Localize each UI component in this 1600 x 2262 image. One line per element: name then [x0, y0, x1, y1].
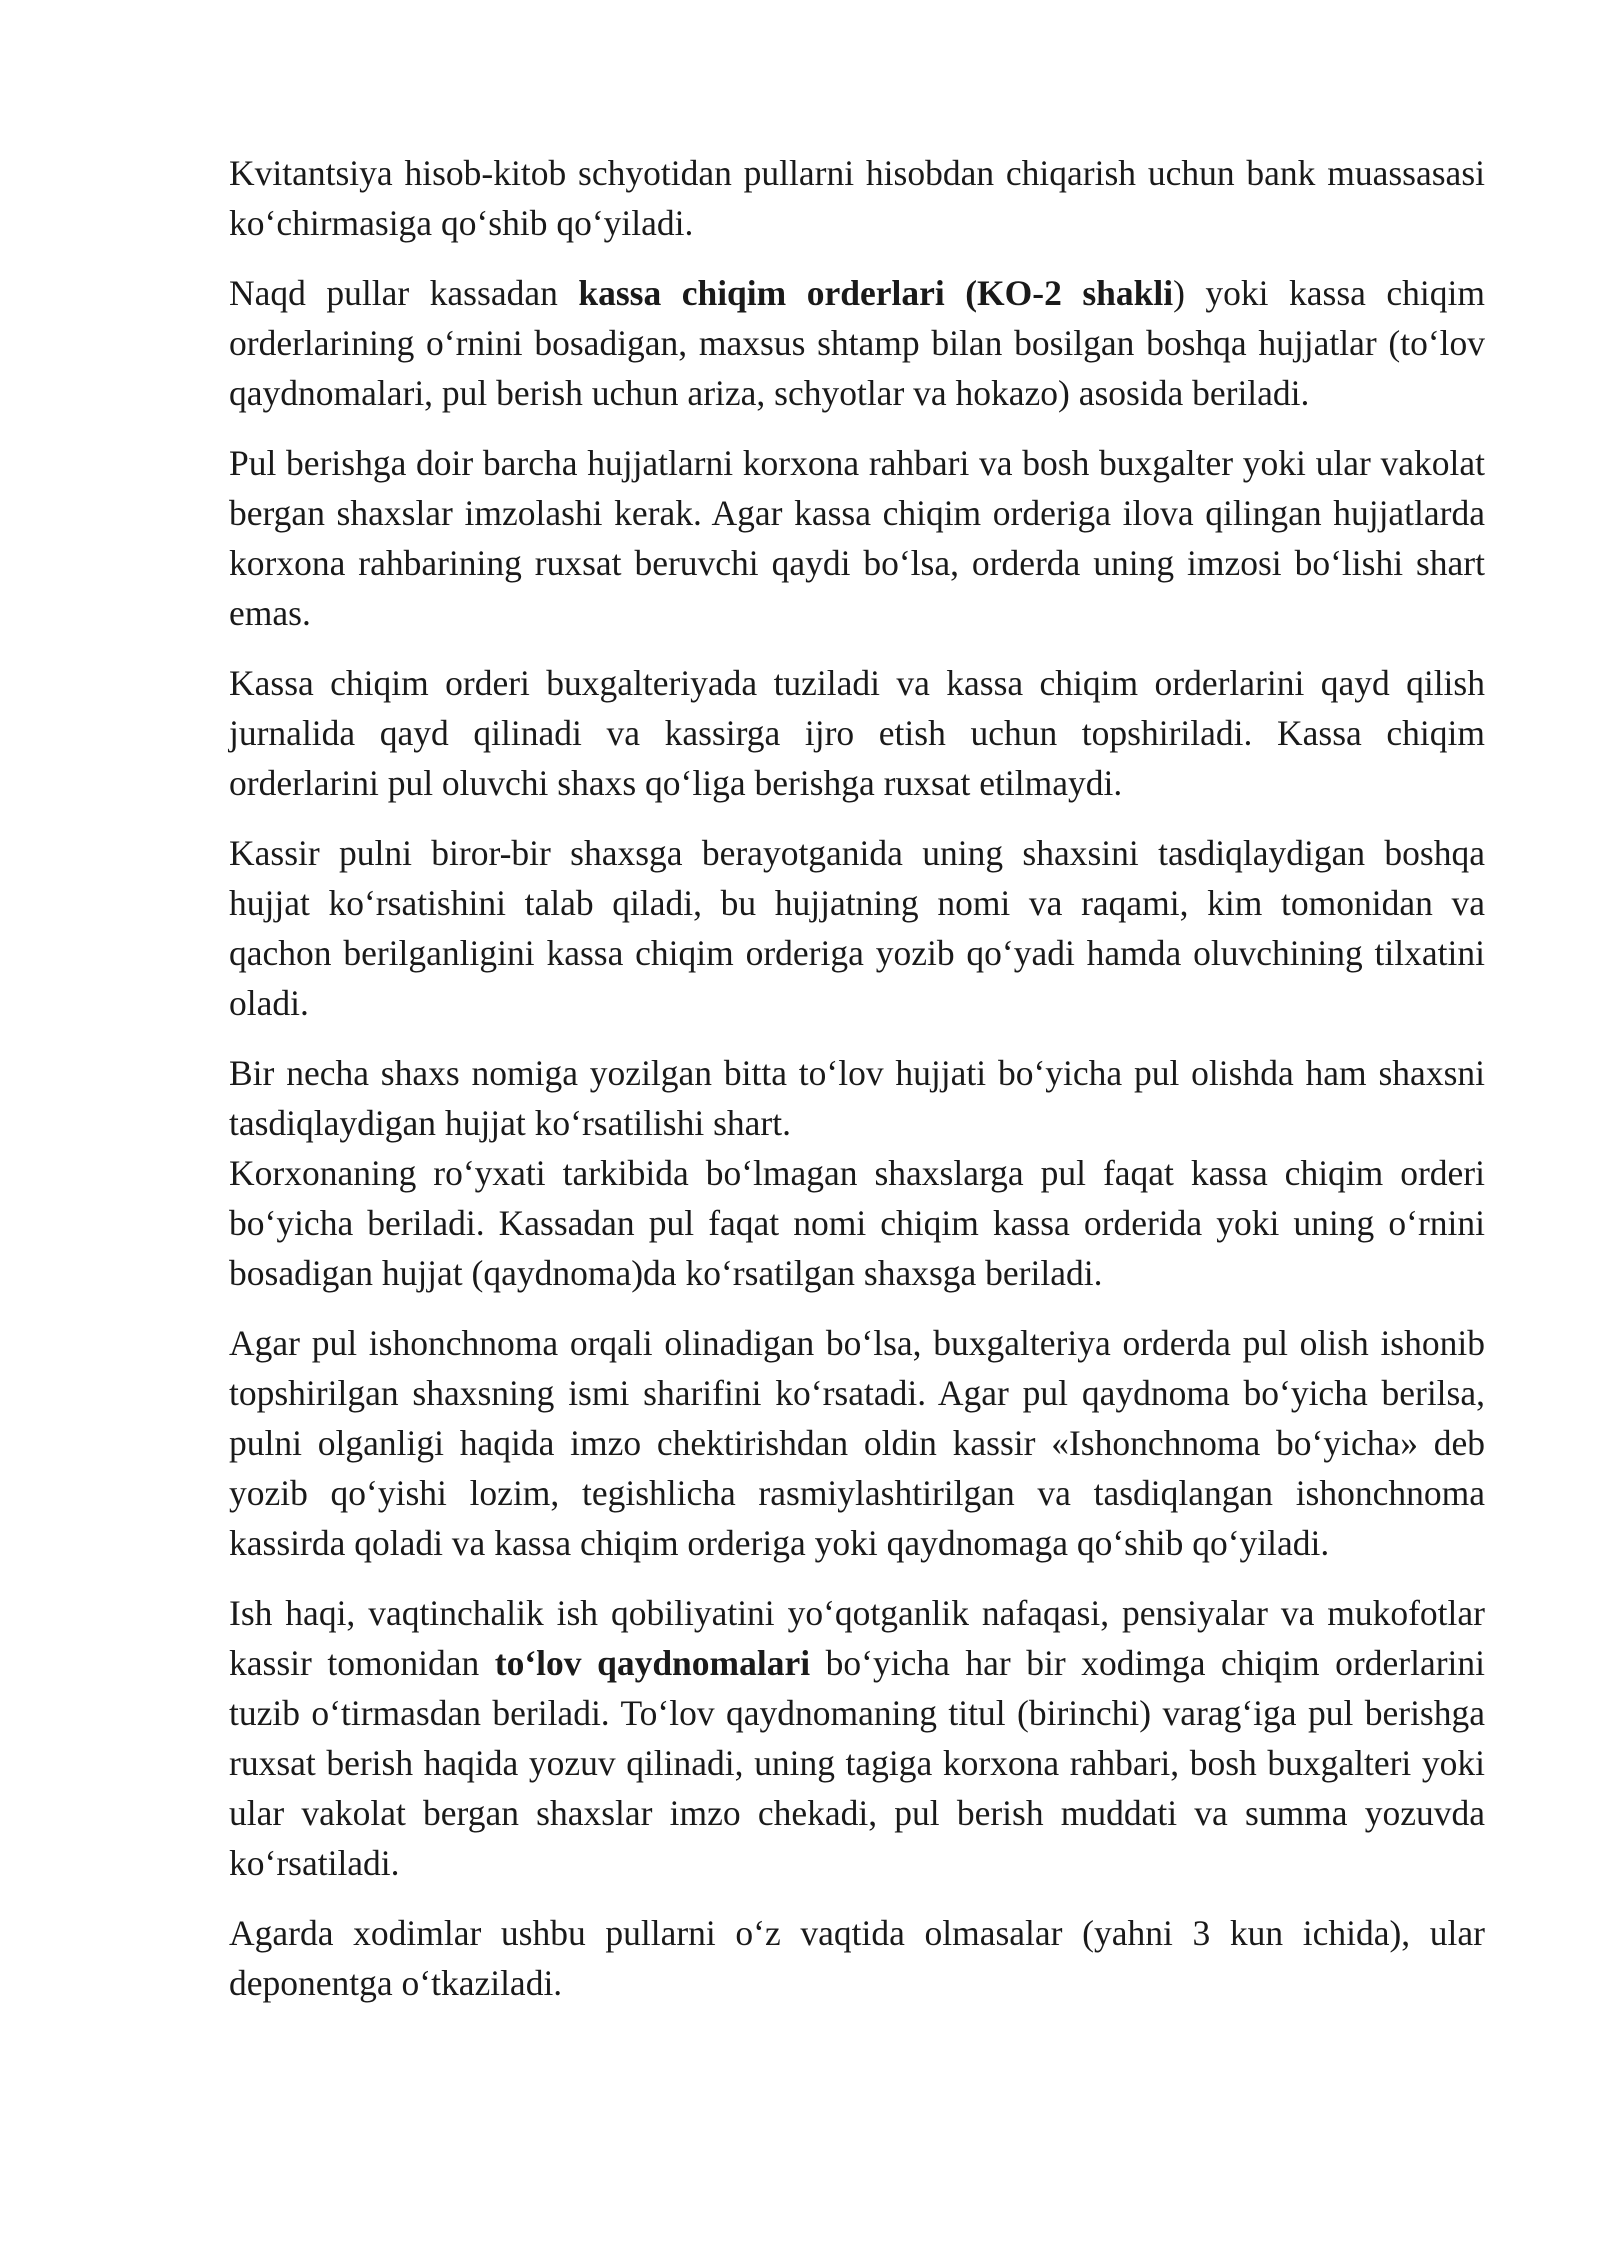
- paragraph-text: Korxonaning ro‘yxati tarkibida bo‘lmagan shaxslarga pul faqat kassa chiqim orderi bo‘yicha beriladi. Kassadan pul faqat nomi chiqim kassa orderida yoki uning o‘rnini bosadigan hujjat (qaydnoma)da ko‘rsatilgan shaxsga beriladi.: [229, 1153, 1485, 1293]
- paragraph: [229, 1148, 1485, 1298]
- document-page: [229, 148, 1485, 2028]
- paragraph-text: Naqd pullar kassadan: [229, 273, 579, 313]
- paragraph: [229, 1588, 1485, 1888]
- bold-text: kassa chiqim orderlari (KO-2 shakli: [578, 273, 1174, 313]
- paragraph-text: ) yoki kassa chiqim orderlarining o‘rnini bosadigan, maxsus shtamp bilan bosilgan boshqa hujjatlar (to‘lov qaydnomalari, pul berish uchun ariza, schyotlar va hokazo) asosida beriladi.: [229, 273, 1485, 413]
- paragraph-text: Agar pul ishonchnoma orqali olinadigan bo‘lsa, buxgalteriya orderda pul olish ishonib topshirilgan shaxsning ismi sharifini ko‘rsatadi. Agar pul qaydnoma bo‘yicha berilsa, pulni olganligi haqida imzo chektirishdan oldin kassir «Ishonchnoma bo‘yicha» deb yozib qo‘yishi lozim, tegishlicha rasmiylashtirilgan va tasdiqlangan ishonchnoma kassirda qoladi va kassa chiqim orderiga yoki qaydnomaga qo‘shib qo‘yiladi.: [229, 1323, 1485, 1563]
- paragraph: [229, 1318, 1485, 1568]
- paragraph: [229, 148, 1485, 248]
- paragraph: [229, 268, 1485, 418]
- paragraph-text: Kassir pulni biror-bir shaxsga berayotganida uning shaxsini tasdiqlaydigan boshqa hujjat ko‘rsatishini talab qiladi, bu hujjatning nomi va raqami, kim tomonidan va qachon berilganligini kassa chiqim orderiga yozib qo‘yadi hamda oluvchining tilxatini oladi.: [229, 833, 1485, 1023]
- paragraph-text: Pul berishga doir barcha hujjatlarni korxona rahbari va bosh buxgalter yoki ular vakolat bergan shaxslar imzolashi kerak. Agar kassa chiqim orderiga ilova qilingan hujjatlarda korxona rahbarining ruxsat beruvchi qaydi bo‘lsa, orderda uning imzosi bo‘lishi shart emas.: [229, 443, 1485, 633]
- paragraph-text: Bir necha shaxs nomiga yozilgan bitta to‘lov hujjati bo‘yicha pul olishda ham shaxsni tasdiqlaydigan hujjat ko‘rsatilishi shart.: [229, 1053, 1485, 1143]
- paragraph: [229, 1908, 1485, 2008]
- paragraph-text: Kassa chiqim orderi buxgalteriyada tuziladi va kassa chiqim orderlarini qayd qilish jurnalida qayd qilinadi va kassirga ijro etish uchun topshiriladi. Kassa chiqim orderlarini pul oluvchi shaxs qo‘liga berishga ruxsat etilmaydi.: [229, 663, 1485, 803]
- paragraph-text: bo‘yicha har bir xodimga chiqim orderlarini tuzib o‘tirmasdan beriladi. To‘lov qaydnomaning titul (birinchi) varag‘iga pul berishga ruxsat berish haqida yozuv qilinadi, uning tagiga korxona rahbari, bosh buxgalteri yoki ular vakolat bergan shaxslar imzo chekadi, pul berish muddati va summa yozuvda ko‘rsatiladi.: [229, 1643, 1485, 1883]
- paragraph-text: Agarda xodimlar ushbu pullarni o‘z vaqtida olmasalar (yahni 3 kun ichida), ular deponentga o‘tkaziladi.: [229, 1913, 1485, 2003]
- paragraph-text: Ish haqi, vaqtinchalik ish qobiliyatini yo‘qotganlik nafaqasi, pensiyalar va mukofotlar kassir tomonidan: [229, 1593, 1485, 1683]
- paragraph: [229, 438, 1485, 638]
- paragraph: [229, 1048, 1485, 1148]
- paragraph-text: Kvitantsiya hisob-kitob schyotidan pullarni hisobdan chiqarish uchun bank muassasasi ko‘chirmasiga qo‘shib qo‘yiladi.: [229, 153, 1485, 243]
- paragraph: [229, 828, 1485, 1028]
- bold-text: to‘lov qaydnomalari: [494, 1643, 811, 1683]
- paragraph: [229, 658, 1485, 808]
